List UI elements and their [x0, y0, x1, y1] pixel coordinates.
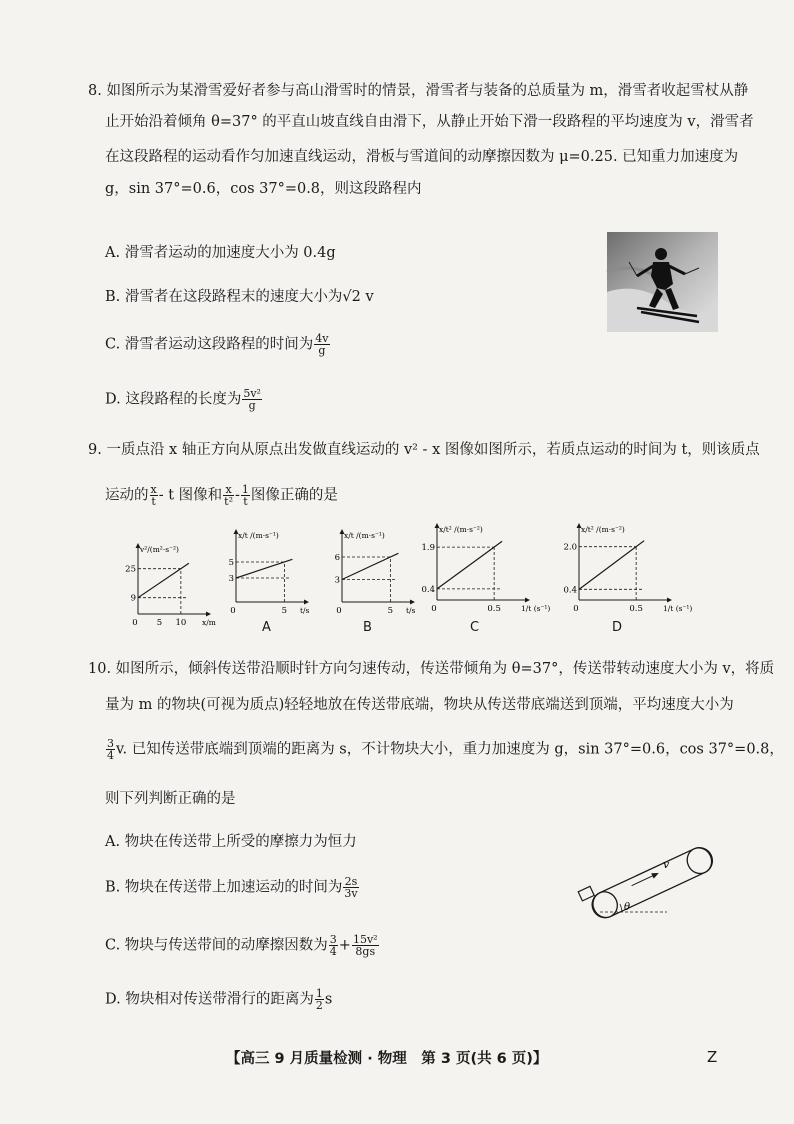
- x-tick-label: 5: [156, 618, 163, 628]
- option-d-label: D: [612, 620, 623, 635]
- y-tick-label: 6: [334, 553, 340, 563]
- conveyor-belt-diagram: [572, 820, 722, 925]
- x-tick-label: 5: [281, 606, 288, 616]
- theta-label: θ: [624, 902, 631, 913]
- x-axis-label: x/m: [202, 618, 216, 627]
- q10-line-2: 量为 m 的物块(可视为质点)轻轻地放在传送带底端，物块从传送带底端送到顶端，平均速度大小为: [105, 697, 734, 713]
- q8-line-1: 8. 如图所示为某滑雪爱好者参与高山滑雪时的情景，滑雪者与装备的总质量为 m，滑雪者收起雪杖从静: [88, 83, 749, 99]
- y-tick-label: 0.4: [421, 584, 435, 595]
- x-axis-label: 1/t (s⁻¹): [663, 604, 693, 613]
- q9-line-2: 运动的 $\frac{x}{t}$ - t 图像和 $\frac{x}{\text{t²}}$ - $\frac{1}{t}$ 图像正确的是: [105, 483, 338, 508]
- x-tick-label: 10: [175, 618, 187, 628]
- y-tick-label: 3: [228, 574, 234, 584]
- v2-x-chart: [125, 540, 220, 632]
- q8-option-d-fraction: $\frac{\text{5v²}}{g}$: [243, 387, 261, 412]
- x-axis-arrow: [525, 598, 530, 603]
- q8-option-b-value: √2 v: [342, 289, 374, 305]
- q10-line-4: 则下列判断正确的是: [105, 791, 236, 807]
- series-line: [579, 541, 644, 590]
- x-tick-label: 0: [336, 606, 342, 616]
- option-c-chart: [421, 525, 551, 618]
- x-tick-label: 0: [230, 606, 236, 616]
- x-axis-arrow: [667, 598, 672, 603]
- y-tick-label: 9: [130, 593, 136, 604]
- x-axis-label: t/s: [406, 606, 416, 615]
- option-d-chart: [563, 525, 693, 618]
- option-c-label: C: [470, 620, 480, 635]
- x-axis-label: 1/t (s⁻¹): [521, 604, 551, 613]
- corner-mark: Z: [707, 1048, 718, 1066]
- option-a-chart: [226, 528, 316, 618]
- y-tick-label: 5: [228, 558, 234, 568]
- q10-option-d: D. 物块相对传送带滑行的距离为 $\frac{1}{2}$ s: [105, 987, 333, 1012]
- series-line: [437, 541, 502, 589]
- q8-option-d: D. 这段路程的长度为 $\frac{\text{5v²}}{g}$: [105, 387, 261, 412]
- y-axis-label: v²/(m²·s⁻²): [140, 545, 179, 554]
- x-axis-arrow: [304, 600, 309, 605]
- x-tick-label: 0: [132, 618, 138, 628]
- q8-line-3: 在这段路程的运动看作匀加速直线运动，滑板与雪道间的动摩擦因数为 μ=0.25. 已知重力加速度为: [105, 149, 739, 165]
- y-tick-label: 0.4: [563, 585, 577, 596]
- y-tick-label: 1.9: [421, 543, 435, 554]
- x-tick-label: 0.5: [629, 604, 643, 614]
- q10-option-c: C. 物块与传送带间的动摩擦因数为 $\frac{3}{4}$ + $\frac{\text{15v²}}{8gs}$: [105, 933, 378, 958]
- option-b-label: B: [363, 620, 372, 635]
- x-tick-label: 0.5: [487, 604, 501, 614]
- q10-option-b: B. 物块在传送带上加速运动的时间为 $\frac{2s}{3v}$: [105, 875, 358, 900]
- q10-line-1: 10. 如图所示，倾斜传送带沿顺时针方向匀速传动，传送带倾角为 θ=37°，传送带转动速度大小为 v，将质: [88, 661, 775, 677]
- y-axis-label: x/t /(m·s⁻¹): [238, 531, 279, 540]
- y-axis-label: x/t² /(m·s⁻²): [439, 525, 483, 534]
- q10-line-3: $\frac{3}{4}$ v. 已知传送带底端到顶端的距离为 s，不计物块大小，重力加速度为 g，sin 37°=0.6，cos 37°=0.8，: [107, 737, 784, 762]
- x-tick-label: 5: [387, 606, 394, 616]
- q8-option-c-fraction: $\frac{4v}{g}$: [315, 332, 329, 357]
- q8-option-c: C. 滑雪者运动这段路程的时间为 $\frac{4v}{g}$: [105, 332, 329, 357]
- q8-option-a: A. 滑雪者运动的加速度大小为 0.4g: [105, 245, 336, 261]
- y-tick-label: 2.0: [563, 542, 577, 553]
- x-tick-label: 0: [573, 604, 579, 614]
- option-a-label: A: [262, 620, 271, 635]
- q10-option-a: A. 物块在传送带上所受的摩擦力为恒力: [105, 834, 357, 850]
- belt-velocity-label: v: [663, 858, 670, 871]
- option-b-chart: [332, 528, 422, 618]
- y-axis-label: x/t /(m·s⁻¹): [344, 531, 385, 540]
- x-axis-label: t/s: [300, 606, 310, 615]
- skier-photo: [607, 232, 718, 332]
- y-axis-label: x/t² /(m·s⁻²): [581, 525, 625, 534]
- q8-line-4: g，sin 37°=0.6，cos 37°=0.8，则这段路程内: [105, 181, 422, 197]
- x-axis-arrow: [410, 600, 415, 605]
- q9-line-1: 9. 一质点沿 x 轴正方向从原点出发做直线运动的 v² - x 图像如图所示，若质点运动的时间为 t，则该质点: [88, 442, 760, 458]
- page-footer: 【高三 9 月质量检测 · 物理 第 3 页(共 6 页)】: [226, 1051, 548, 1067]
- x-axis-arrow: [206, 612, 211, 617]
- y-tick-label: 25: [125, 564, 136, 575]
- y-tick-label: 3: [334, 575, 340, 586]
- q8-line-2: 止开始沿着倾角 θ=37° 的平直山坡直线自由滑下，从静止开始下滑一段路程的平均速度为 v，滑雪者: [105, 114, 754, 130]
- x-tick-label: 0: [431, 604, 437, 614]
- q8-option-b: B. 滑雪者在这段路程末的速度大小为√2 v: [105, 289, 374, 305]
